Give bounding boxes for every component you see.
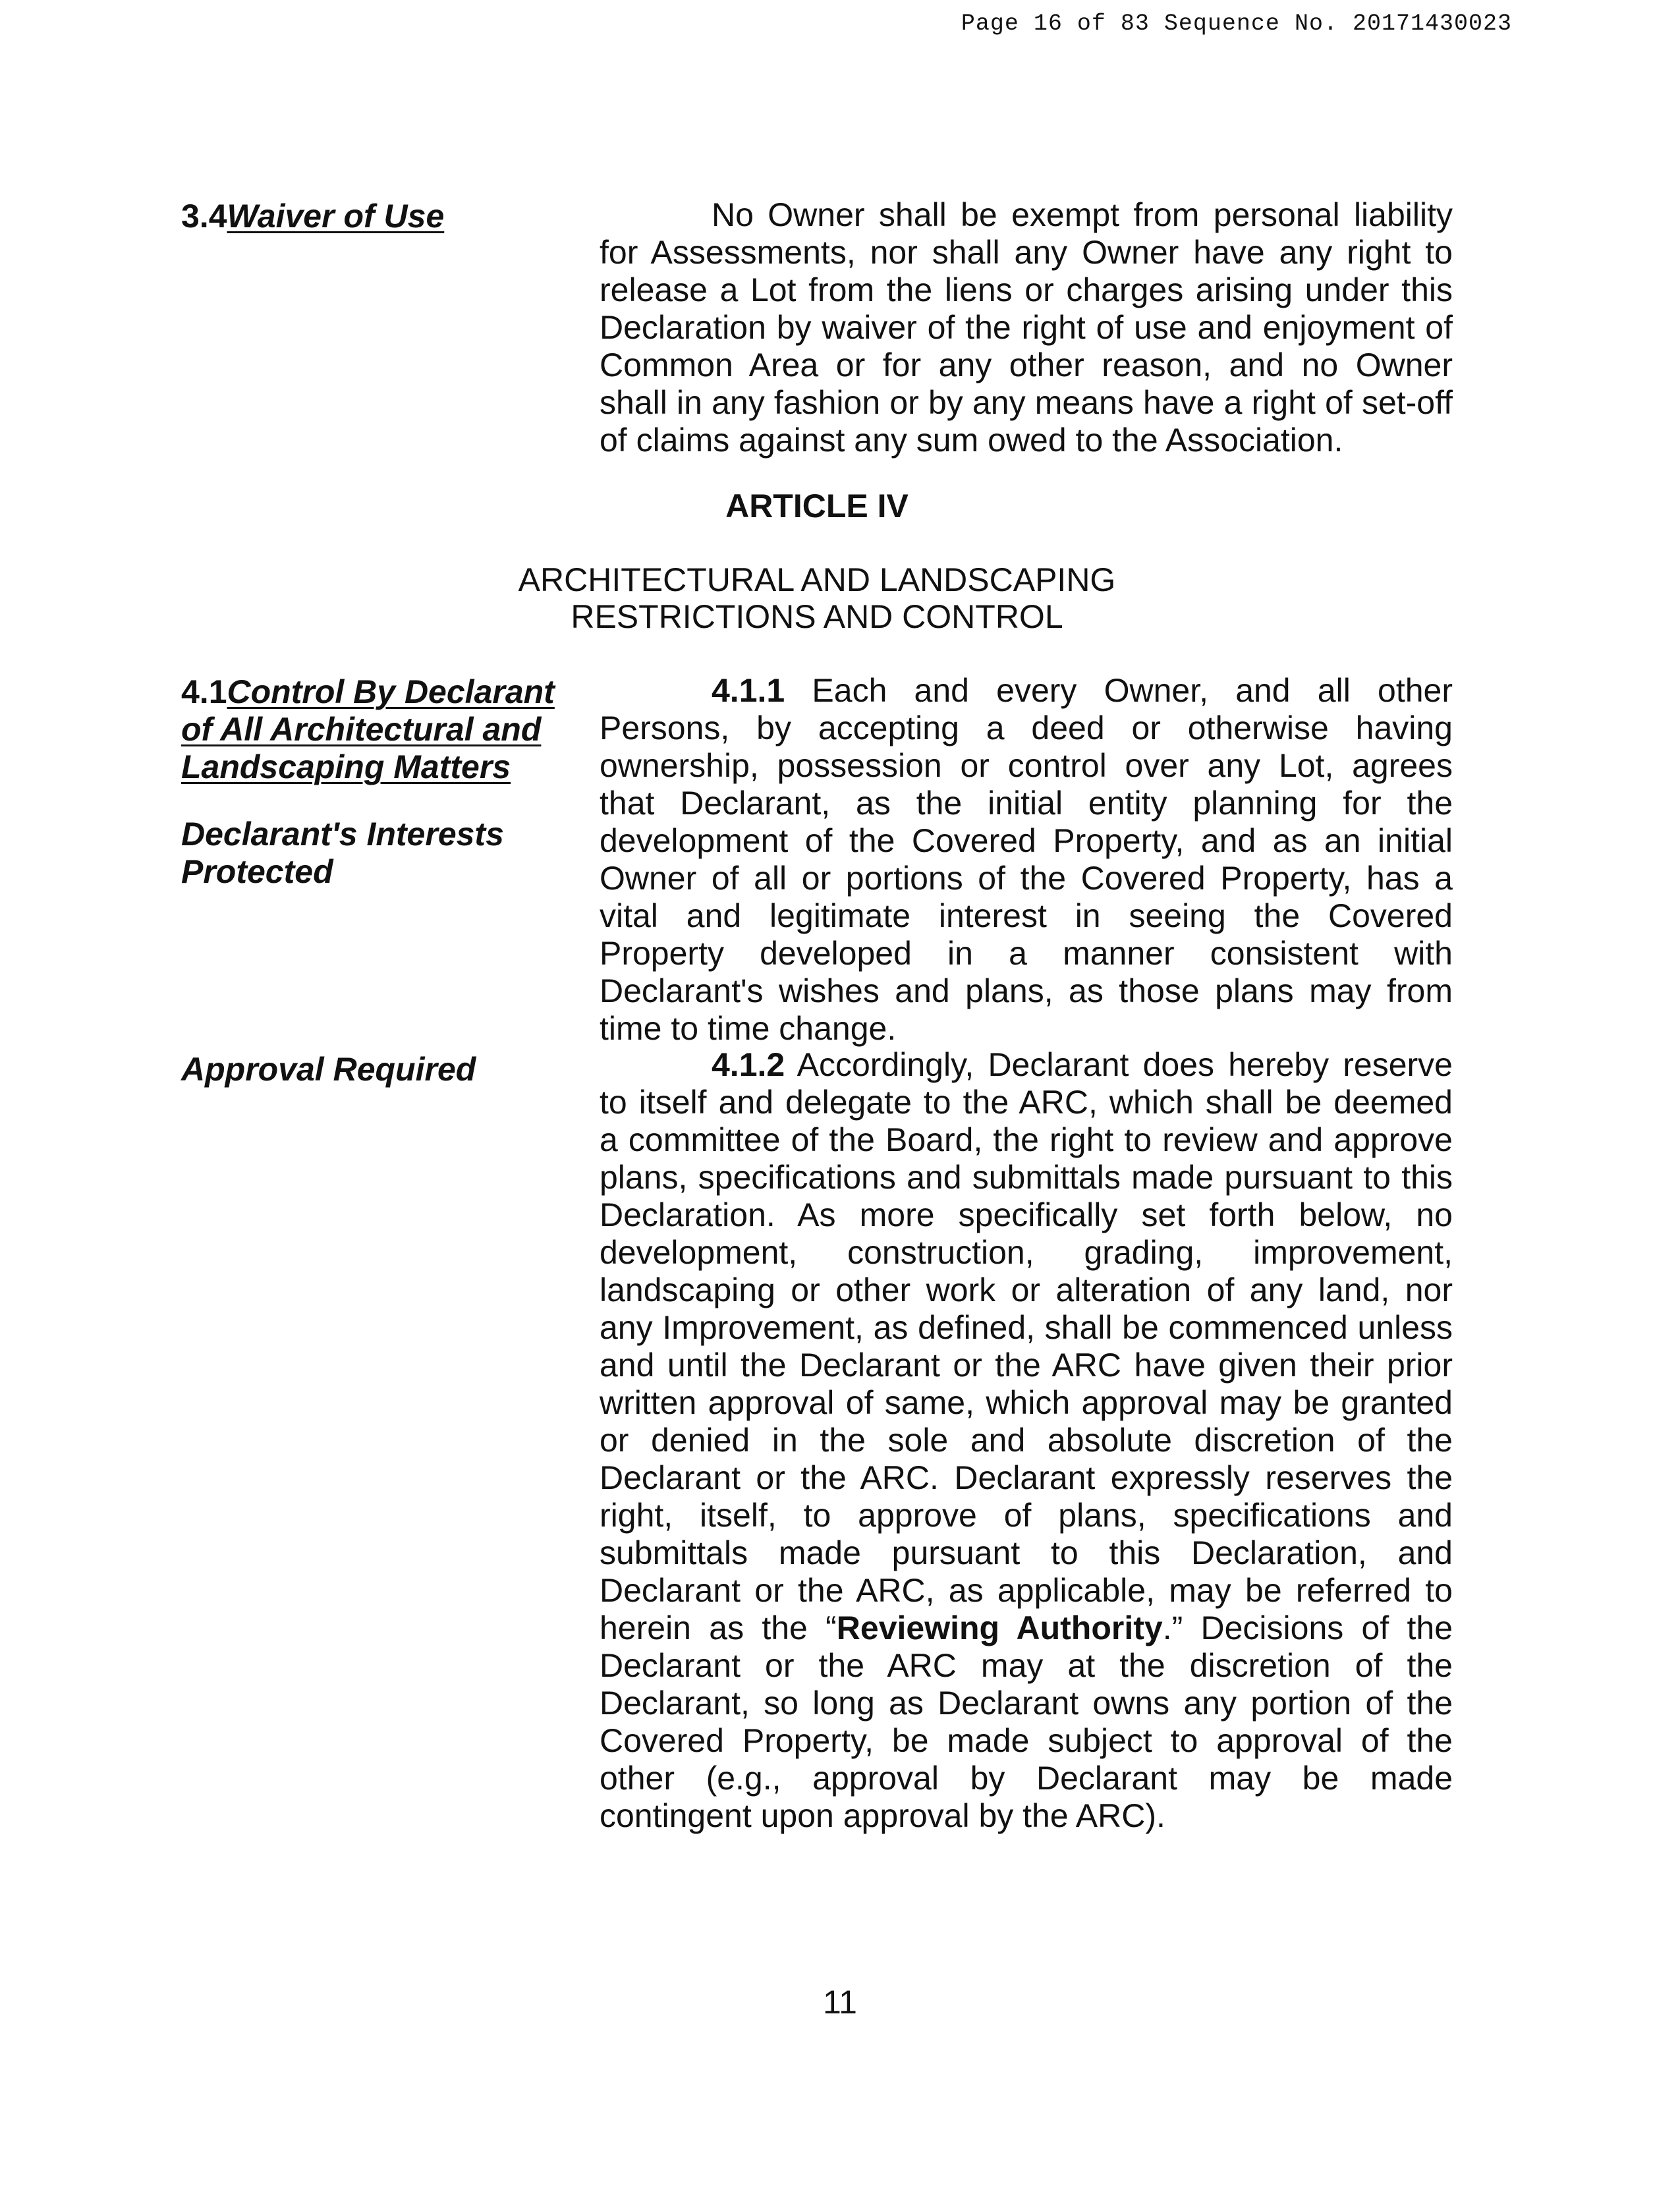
side-heading-approval — [181, 1051, 563, 1088]
paragraph-number: 4.1.1 — [712, 672, 785, 709]
defined-term: Reviewing Authority — [836, 1610, 1163, 1646]
section-number: 4.1 — [181, 673, 227, 710]
section-3-4-text: No Owner shall be exempt from personal liability for Assessments, nor shall any Owner have any right to release a Lot from the liens or charges arising under this Declaration by waiver of the right of use and enjoyment of Common Area or for any other reason, and no Owner shall in any fashion or by any means have a right of set-off of claims against any sum owed to the Association. — [600, 196, 1453, 459]
paragraph-number: 4.1.2 — [712, 1046, 785, 1083]
side-heading-line2: Protected — [181, 853, 333, 890]
paragraph-4-1-1 — [600, 672, 1453, 1048]
side-heading-line1: Declarant's Interests — [181, 816, 504, 853]
side-heading-interests — [181, 816, 563, 891]
paragraph-4-1-2 — [600, 1046, 1453, 1835]
section-3-4-heading — [181, 198, 563, 235]
paragraph-text-before: Accordingly, Declarant does hereby reserve to itself and delegate to the ARC, which shall be deemed a committee of the Board, the right to review and approve plans, specifications and submittals made pursuant to this Declaration. As more specifically set forth below, no development, construction, grading, improvement, landscaping or other work or alteration of any land, nor any Improvement, as defined, shall be commenced unless and until the Declarant or the ARC have given their prior written approval of same, which approval may be granted or denied in the sole and absolute discretion of the Declarant or the ARC. Declarant expressly reserves the right, itself, to approve of plans, specifications and submittals made pursuant to this Declaration, and Declarant or the ARC, as applicable, may be referred to herein as the “ — [600, 1046, 1453, 1646]
section-4-1-heading — [181, 673, 563, 786]
section-3-4-body — [600, 196, 1453, 459]
section-title-line1: Control By Declarant — [227, 673, 555, 710]
section-number: 3.4 — [181, 198, 227, 235]
page-header: Page 16 of 83 Sequence No. 20171430023 — [961, 11, 1512, 37]
page-number: 11 — [823, 1984, 857, 2021]
section-title: Waiver of Use — [227, 198, 445, 235]
section-title-line3: Landscaping Matters — [181, 748, 511, 785]
article-heading-line1: ARCHITECTURAL AND LANDSCAPING — [518, 561, 1116, 598]
article-heading-line2: RESTRICTIONS AND CONTROL — [571, 598, 1063, 635]
paragraph-text-after: .” Decisions of the Declarant or the ARC may at the discretion of the Declarant, so long as Declarant owns any portion of the Covered Property, be made subject to approval of the other (e.g., approval by Declarant may be made contingent upon approval by the ARC). — [600, 1610, 1453, 1834]
side-heading-text: Approval Required — [181, 1051, 476, 1088]
paragraph-text: Each and every Owner, and all other Persons, by accepting a deed or otherwise having ownership, possession or control over any Lot, agrees that Declarant, as the initial entity planning for the development of the Covered Property, and as an initial Owner of all or portions of the Covered Property, has a vital and legitimate interest in seeing the Covered Property developed in a manner consistent with Declarant's wishes and plans, as those plans may from time to time change. — [600, 672, 1453, 1047]
article-label: ARTICLE IV — [725, 488, 909, 524]
section-title-line2: of All Architectural and — [181, 711, 542, 748]
